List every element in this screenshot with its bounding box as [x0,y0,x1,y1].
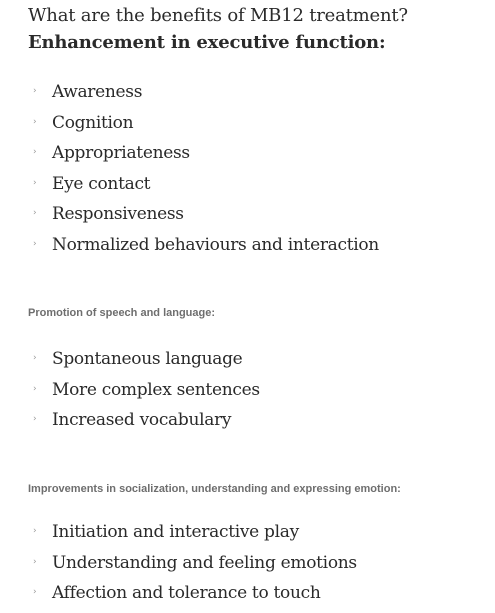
chevron-right-icon: › [33,86,37,96]
chevron-right-icon: › [33,177,37,188]
chevron-right-icon: › [33,208,37,219]
list-item [28,548,357,579]
section-heading-socialization: Improvements in socialization, understanding and expressing emotion: [28,483,401,495]
chevron-right-icon: › [33,238,37,249]
list-item-label: Understanding and feeling emotions [52,552,357,573]
list-item [28,199,379,230]
list-item [28,108,379,139]
list-item-label: Appropriateness [52,143,190,164]
chevron-right-icon: › [33,587,37,598]
section-heading-executive-function: Enhancement in executive function: [28,32,386,53]
list-item-label: Normalized behaviours and interaction [52,234,379,255]
list-item [28,230,379,261]
list-item-label: Responsiveness [52,204,184,225]
speech-language-list [28,344,260,436]
chevron-right-icon: › [33,383,37,394]
chevron-right-icon: › [33,116,37,127]
list-item [28,375,260,406]
chevron-right-icon: › [33,414,37,425]
chevron-right-icon: › [33,556,37,567]
list-item [28,169,379,200]
list-item-label: Affection and tolerance to touch [52,583,321,604]
list-item-label: Awareness [52,82,143,102]
list-item-label: Initiation and interactive play [52,522,299,542]
list-item [28,344,260,375]
chevron-right-icon: › [33,353,37,363]
list-item [28,77,379,108]
chevron-right-icon: › [33,147,37,158]
executive-function-list [28,77,379,261]
list-item [28,138,379,169]
list-item-label: Increased vocabulary [52,410,232,431]
chevron-right-icon: › [33,526,37,536]
list-item-label: Spontaneous language [52,349,243,369]
section-heading-speech-language: Promotion of speech and language: [28,307,216,319]
list-item-label: More complex sentences [52,379,260,400]
socialization-list [28,517,357,609]
list-item [28,517,357,548]
list-item [28,578,357,609]
question-heading: What are the benefits of MB12 treatment? [28,5,408,26]
list-item-label: Cognition [52,112,134,133]
list-item [28,405,260,436]
list-item-label: Eye contact [52,173,151,194]
